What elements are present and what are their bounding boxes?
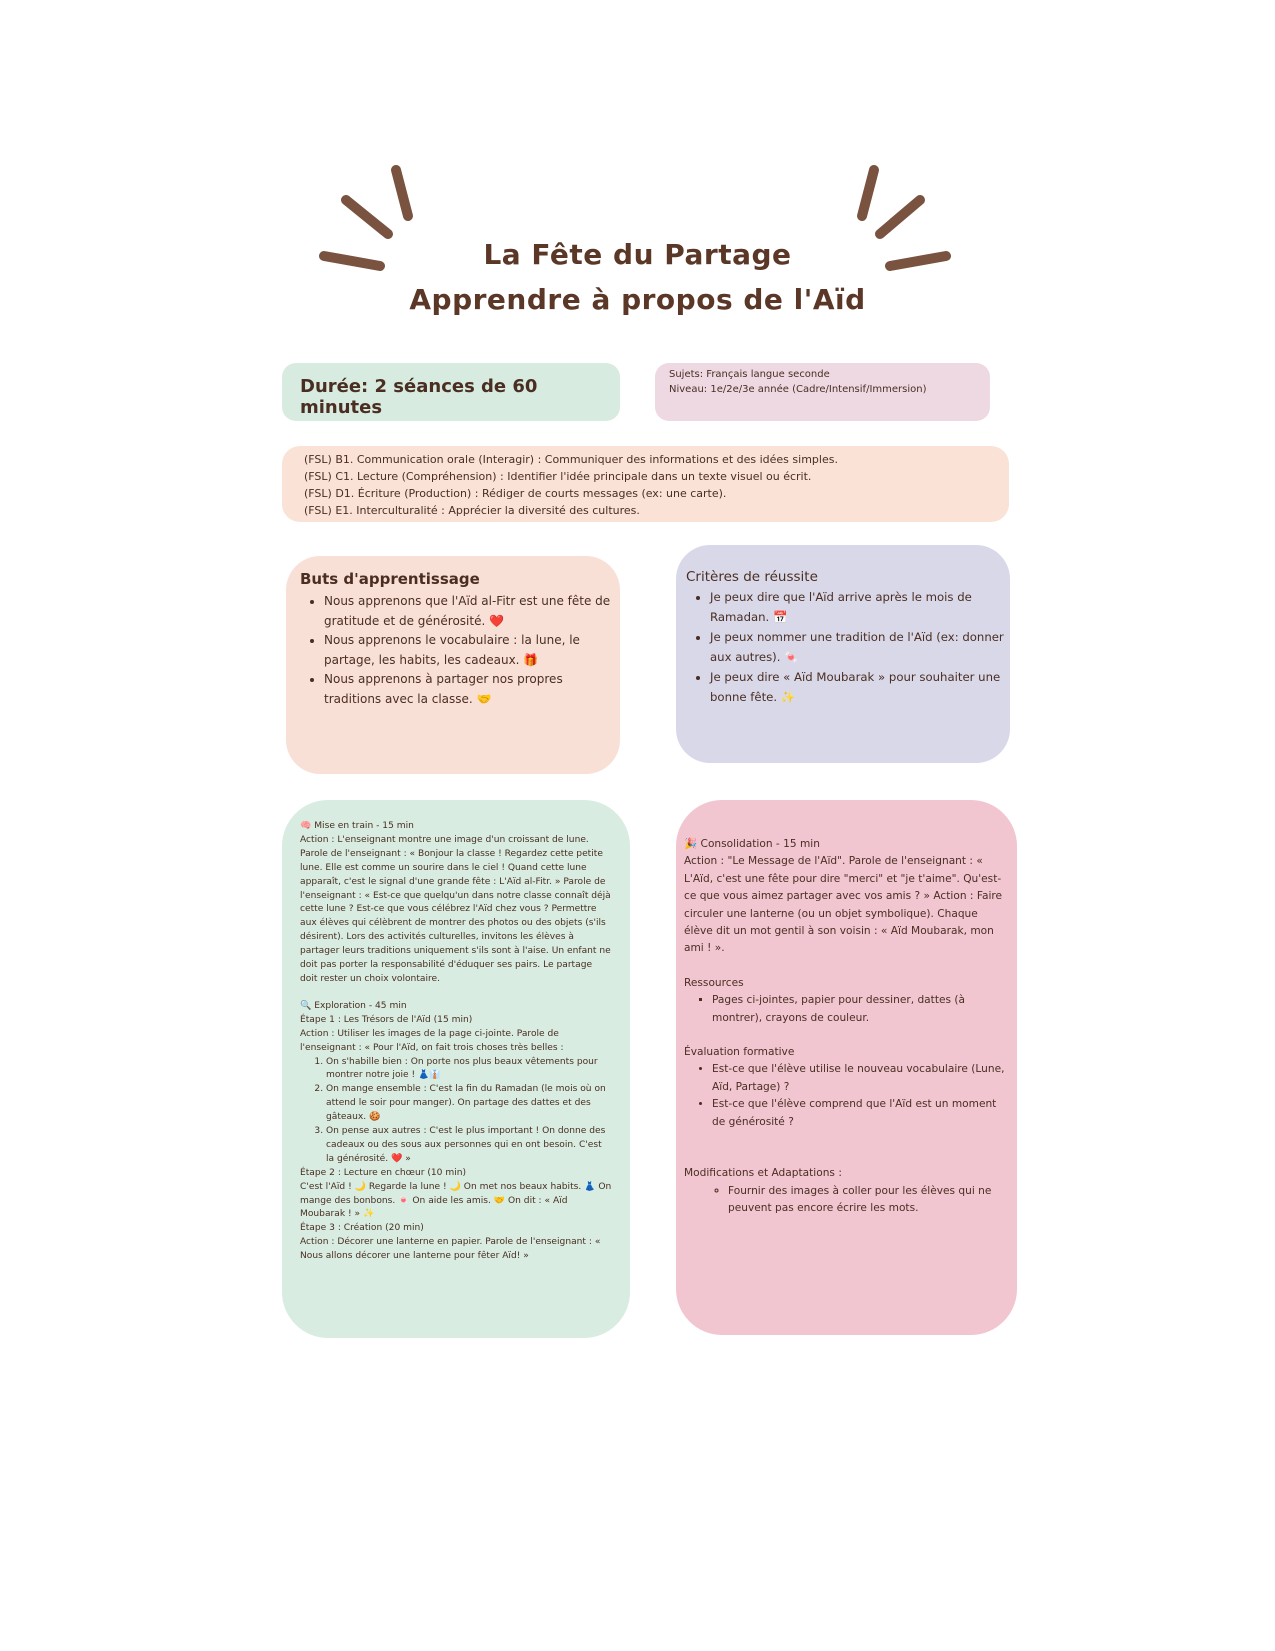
- subject-card: [655, 363, 990, 421]
- subject-text: Sujets: Français langue seconde: [669, 369, 830, 380]
- duration-card: Durée: 2 séances de 60 minutes: [282, 363, 620, 421]
- list-item: • Est-ce que l'élève utilise le nouveau vocabulaire (Lune, Aïd, Partage) ?: [712, 1061, 1005, 1096]
- modifications-list: [684, 1183, 1005, 1218]
- list-item: 2. On mange ensemble : C'est la fin du Ramadan (le mois où on attend le soir pour manger). On partage des dattes et des gâteaux. 🍪: [326, 1083, 612, 1125]
- expectation-d1: (FSL) D1. Écriture (Production) : Rédiger de courts messages (ex: une carte).: [304, 487, 727, 500]
- lesson-steps-card: [282, 800, 630, 1338]
- success-criteria-list: [686, 587, 1004, 707]
- step1-text: Action : Utiliser les images de la page ci-jointe. Parole de l'enseignant : « Pour l'Aïd, on fait trois choses très belles :: [300, 1028, 564, 1053]
- evaluation-title: Évaluation formative: [684, 1046, 795, 1059]
- step2-title: Étape 2 : Lecture en chœur (10 min): [300, 1167, 467, 1178]
- list-item: ▪ Pages ci-jointes, papier pour dessiner, dattes (à montrer), crayons de couleur.: [712, 992, 1005, 1027]
- list-item: • Je peux nommer une tradition de l'Aïd (ex: donner aux autres). 🍬: [710, 627, 1004, 667]
- resources-list: [684, 992, 1005, 1027]
- list-item: 1. On s'habille bien : On porte nos plus beaux vêtements pour montrer notre joie ! 👗👔: [326, 1056, 612, 1084]
- step3-title: Étape 3 : Création (20 min): [300, 1223, 424, 1234]
- list-item: • Est-ce que l'élève comprend que l'Aïd est un moment de générosité ?: [712, 1096, 1005, 1131]
- list-item: ◦ Fournir des images à coller pour les élèves qui ne peuvent pas encore écrire les mots.: [728, 1183, 1005, 1218]
- step1-list: [300, 1056, 612, 1167]
- list-item: • Nous apprenons le vocabulaire : la lune, le partage, les habits, les cadeaux. 🎁: [324, 631, 618, 670]
- list-item: 3. On pense aux autres : C'est le plus important ! On donne des cadeaux ou des sous aux personnes qui en ont besoin. C'est la générosité. ❤️ »: [326, 1125, 612, 1167]
- learning-goals-list: [300, 592, 618, 709]
- step2-text: C'est l'Aïd ! 🌙 Regarde la lune ! 🌙 On met nos beaux habits. 👗 On mange des bonbons. 🍬 On aide les amis. 🤝 On dit : « Aïd Moubarak ! » ✨: [300, 1181, 612, 1220]
- warmup-title: 🧠 Mise en train - 15 min: [300, 821, 414, 831]
- page-title: La Fête du Partage: [483, 238, 792, 271]
- evaluation-list: [684, 1061, 1005, 1131]
- modifications-title: Modifications et Adaptations :: [684, 1167, 842, 1180]
- step3-text: Action : Décorer une lanterne en papier. Parole de l'enseignant : « Nous allons décorer une lanterne pour fêter Aïd! »: [300, 1237, 601, 1262]
- warmup-text: Action : L'enseignant montre une image d'un croissant de lune. Parole de l'enseignant : « Bonjour la classe ! Regardez cette petite lune. Elle est comme un sourire dans le ciel ! Quand cette lune apparaît, c'est le signal d'une grande fête : L'Aïd al-Fitr. » Parole de l'enseignant : « Est-ce que quelqu'un dans notre classe connaît déjà cette lune ? Est-ce que vous célébrez l'Aïd chez vous ? Permettre aux élèves qui célèbrent de montrer des photos ou des objets (s'ils désirent). Lors des activités culturelles, invitons les élèves à partager leurs traditions uniquement s'ils sont à l'aise. Un enfant ne doit pas porter la responsabilité d'éduquer ses pairs. Le partage doit rester un choix volontaire.: [300, 834, 611, 984]
- expectation-e1: (FSL) E1. Interculturalité : Apprécier la diversité des cultures.: [304, 504, 640, 517]
- learning-goals-card: [286, 556, 620, 774]
- expectation-c1: (FSL) C1. Lecture (Compréhension) : Identifier l'idée principale dans un texte visuel ou écrit.: [304, 470, 812, 483]
- decorative-rays: [0, 0, 1275, 330]
- list-item: • Je peux dire « Aïd Moubarak » pour souhaiter une bonne fête. ✨: [710, 667, 1004, 707]
- level-text: Niveau: 1e/2e/3e année (Cadre/Intensif/Immersion): [669, 384, 927, 395]
- consolidation-title: 🎉 Consolidation - 15 min: [684, 838, 820, 850]
- page-subtitle: Apprendre à propos de l'Aïd: [409, 283, 866, 316]
- list-item: • Nous apprenons à partager nos propres traditions avec la classe. 🤝: [324, 670, 618, 709]
- exploration-title: 🔍 Exploration - 45 min: [300, 1000, 407, 1011]
- list-item: • Je peux dire que l'Aïd arrive après le mois de Ramadan. 📅: [710, 587, 1004, 627]
- expectation-b1: (FSL) B1. Communication orale (Interagir) : Communiquer des informations et des idées simples.: [304, 453, 838, 466]
- resources-title: Ressources: [684, 976, 744, 989]
- curriculum-expectations-card: [282, 446, 1009, 522]
- step1-title: Étape 1 : Les Trésors de l'Aïd (15 min): [300, 1014, 473, 1025]
- success-criteria-card: [676, 545, 1010, 763]
- list-item: • Nous apprenons que l'Aïd al-Fitr est une fête de gratitude et de générosité. ❤️: [324, 592, 618, 631]
- success-criteria-title: Critères de réussite: [686, 569, 818, 585]
- consolidation-text: Action : "Le Message de l'Aïd". Parole de l'enseignant : « L'Aïd, c'est une fête pour dire "merci" et "je t'aime". Qu'est-ce que vous aimez partager avec vos amis ? » Action : Faire circuler une lanterne (ou un objet symbolique). Chaque élève dit un mot gentil à son voisin : « Aïd Moubarak, mon ami ! ».: [684, 855, 1003, 955]
- learning-goals-title: Buts d'apprentissage: [300, 570, 480, 588]
- consolidation-card: [676, 800, 1017, 1335]
